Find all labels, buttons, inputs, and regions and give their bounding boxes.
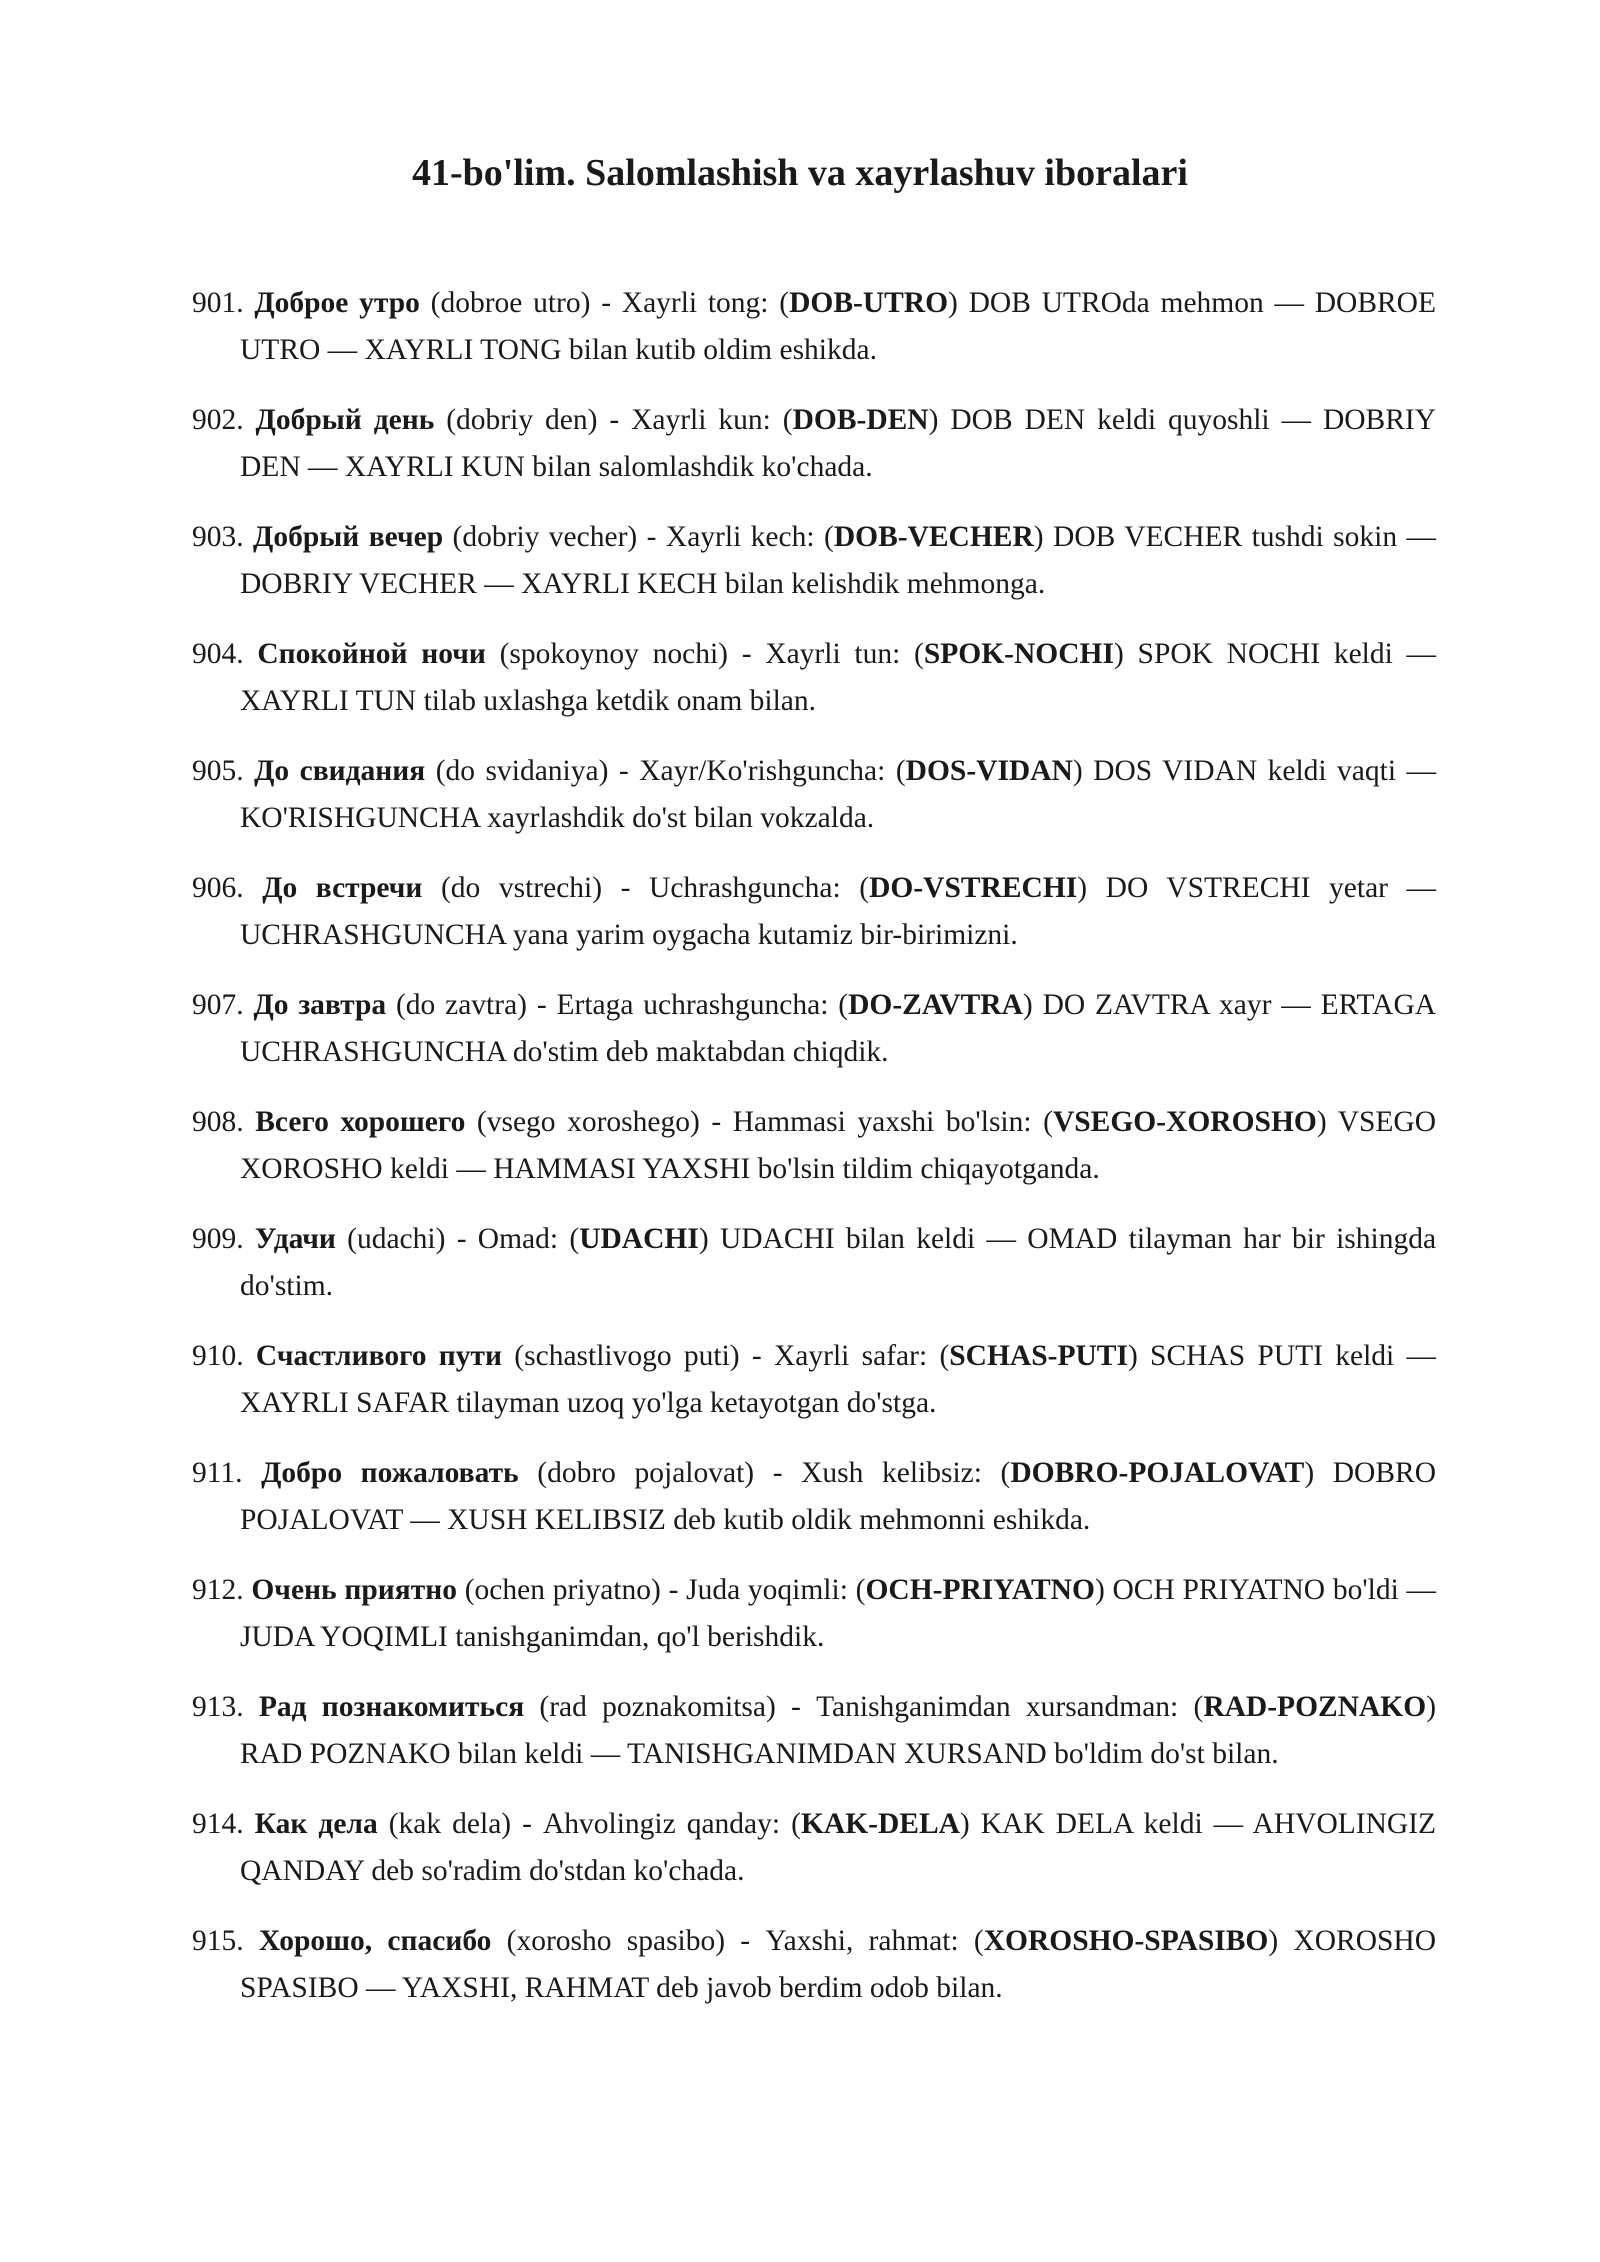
entry-sentence: VSEGO XOROSHO keldi — HAMMASI YAXSHI bo'lsin tildim chiqayotganda. [240, 1106, 1437, 1185]
phrase-entry: 902. Добрый день (dobriy den) - Xayrli kun: (DOB-DEN) DOB DEN keldi quyoshli — DOBRIY DEN — XAYRLI KUN bilan salomlashdik ko'chada. [192, 404, 1437, 483]
entry-number: 901. [192, 287, 244, 319]
phrase-entry: 904. Спокойной ночи (spokoynoy nochi) - Xayrli tun: (SPOK-NOCHI) SPOK NOCHI keldi — XAYRLI TUN tilab uxlashga ketdik onam bilan. [192, 638, 1437, 717]
phrase-entry: 909. Удачи (udachi) - Omad: (UDACHI) UDACHI bilan keldi — OMAD tilayman har bir ishingda do'stim. [192, 1223, 1437, 1302]
entry-sentence: DO VSTRECHI yetar — UCHRASHGUNCHA yana yarim oygacha kutamiz bir-birimizni. [240, 872, 1437, 951]
entry-number: 912. [192, 1574, 244, 1606]
entry-meaning: - Omad: [456, 1223, 559, 1255]
entry-number: 913. [192, 1691, 244, 1723]
entry-key: SCHAS-PUTI [949, 1340, 1128, 1372]
entry-transliteration: (kak dela) [388, 1808, 512, 1840]
entry-transliteration: (ochen priyatno) [464, 1574, 661, 1606]
entry-meaning: - Ahvolingiz qanday: [522, 1808, 781, 1840]
entry-phrase: Рад познакомиться [258, 1691, 525, 1723]
phrase-entry: 906. До встречи (do vstrechi) - Uchrashguncha: (DO-VSTRECHI) DO VSTRECHI yetar — UCHRASHGUNCHA yana yarim oygacha kutamiz bir-birimizni. [192, 872, 1437, 951]
entry-key: SPOK-NOCHI [923, 638, 1114, 670]
entry-key: DO-ZAVTRA [848, 989, 1023, 1021]
entry-number: 915. [192, 1925, 244, 1957]
entry-transliteration: (spokoynoy nochi) [499, 638, 728, 670]
entry-sentence: DO ZAVTRA xayr — ERTAGA UCHRASHGUNCHA do'stim deb maktabdan chiqdik. [240, 989, 1437, 1068]
entry-key: VSEGO-XOROSHO [1052, 1106, 1317, 1138]
entry-number: 908. [192, 1106, 244, 1138]
entry-phrase: До завтра [253, 989, 387, 1021]
entry-phrase: Очень приятно [251, 1574, 457, 1606]
entry-meaning: - Xayr/Ko'rishguncha: [618, 755, 886, 787]
entry-meaning: - Hammasi yaxshi bo'lsin: [711, 1106, 1032, 1138]
entry-sentence: DOB VECHER tushdi sokin — DOBRIY VECHER — XAYRLI KECH bilan kelishdik mehmonga. [240, 521, 1436, 600]
entry-key: XOROSHO-SPASIBO [983, 1925, 1269, 1957]
entry-transliteration: (do zavtra) [395, 989, 527, 1021]
entry-key: DOB-UTRO [789, 287, 949, 319]
entry-transliteration: (do svidaniya) [435, 755, 609, 787]
entry-phrase: Доброе утро [254, 287, 420, 319]
phrase-entry: 905. До свидания (do svidaniya) - Xayr/Ko'rishguncha: (DOS-VIDAN) DOS VIDAN keldi vaqti — KO'RISHGUNCHA xayrlashdik do'st bilan vokzalda. [192, 755, 1437, 834]
entry-meaning: - Tanishganimdan xursandman: [791, 1691, 1179, 1723]
entry-key: KAK-DELA [800, 1808, 960, 1840]
phrase-entry: 915. Хорошо, спасибо (xorosho spasibo) - Yaxshi, rahmat: (XOROSHO-SPASIBO) XOROSHO SPASIBO — YAXSHI, RAHMAT deb javob berdim odob bilan. [192, 1925, 1437, 2004]
phrase-list [192, 280, 1436, 2035]
entry-meaning: - Xayrli tun: [741, 638, 901, 670]
entry-sentence: SCHAS PUTI keldi — XAYRLI SAFAR tilayman uzoq yo'lga ketayotgan do'stga. [240, 1340, 1437, 1419]
entry-phrase: Спокойной ночи [257, 638, 486, 670]
entry-sentence: OCH PRIYATNO bo'ldi — JUDA YOQIMLI tanishganimdan, qo'l berishdik. [240, 1574, 1437, 1653]
entry-meaning: - Yaxshi, rahmat: [740, 1925, 959, 1957]
entry-key: UDACHI [579, 1223, 699, 1255]
entry-sentence: RAD POZNAKO bilan keldi — TANISHGANIMDAN XURSAND bo'ldim do'st bilan. [240, 1738, 1279, 1770]
entry-number: 909. [192, 1223, 244, 1255]
entry-number: 907. [192, 989, 244, 1021]
entry-key: DOBRO-POJALOVAT [1010, 1457, 1305, 1489]
entry-number: 911. [192, 1457, 243, 1489]
entry-sentence: KAK DELA keldi — AHVOLINGIZ QANDAY deb so'radim do'stdan ko'chada. [240, 1808, 1437, 1887]
entry-transliteration: (vsego xoroshego) [476, 1106, 700, 1138]
entry-transliteration: (do vstrechi) [440, 872, 603, 904]
phrase-entry: 911. Добро пожаловать (dobro pojalovat) - Xush kelibsiz: (DOBRO-POJALOVAT) DOBRO POJALOVAT — XUSH KELIBSIZ deb kutib oldik mehmonni eshikda. [192, 1457, 1436, 1536]
entry-key: DO-VSTRECHI [869, 872, 1078, 904]
entry-key: DOB-DEN [792, 404, 929, 436]
entry-phrase: Как дела [254, 1808, 378, 1840]
page-title: 41-bo'lim. Salomlashish va xayrlashuv iboralari [412, 152, 1188, 194]
entry-sentence: SPOK NOCHI keldi — XAYRLI TUN tilab uxlashga ketdik onam bilan. [240, 638, 1437, 717]
entry-phrase: Удачи [254, 1223, 336, 1255]
entry-number: 914. [192, 1808, 244, 1840]
phrase-entry: 908. Всего хорошего (vsego xoroshego) - Hammasi yaxshi bo'lsin: (VSEGO-XOROSHO) VSEGO XOROSHO keldi — HAMMASI YAXSHI bo'lsin tildim chiqayotganda. [192, 1106, 1437, 1185]
entry-phrase: Добрый вечер [253, 521, 444, 553]
entry-number: 906. [192, 872, 244, 904]
entry-phrase: До свидания [254, 755, 426, 787]
entry-number: 902. [192, 404, 244, 436]
entry-meaning: - Uchrashguncha: [620, 872, 841, 904]
entry-phrase: Хорошо, спасибо [258, 1925, 492, 1957]
entry-key: DOS-VIDAN [905, 755, 1073, 787]
entry-sentence: UDACHI bilan keldi — OMAD tilayman har bir ishingda do'stim. [240, 1223, 1437, 1302]
phrase-entry: 901. Доброе утро (dobroe utro) - Xayrli tong: (DOB-UTRO) DOB UTROda mehmon — DOBROE UTRO — XAYRLI TONG bilan kutib oldim eshikda. [192, 287, 1436, 366]
phrase-entry: 912. Очень приятно (ochen priyatno) - Juda yoqimli: (OCH-PRIYATNO) OCH PRIYATNO bo'ldi — JUDA YOQIMLI tanishganimdan, qo'l berishdik. [192, 1574, 1437, 1653]
entry-meaning: - Xayrli kun: [609, 404, 771, 436]
entry-number: 903. [192, 521, 244, 553]
entry-transliteration: (udachi) [347, 1223, 446, 1255]
entry-transliteration: (dobriy vecher) [452, 521, 638, 553]
entry-meaning: - Xayrli kech: [646, 521, 815, 553]
entry-key: OCH-PRIYATNO [865, 1574, 1095, 1606]
entry-transliteration: (dobro pojalovat) [537, 1457, 755, 1489]
entry-meaning: - Ertaga uchrashguncha: [536, 989, 829, 1021]
entry-number: 910. [192, 1340, 244, 1372]
entry-key: DOB-VECHER [833, 521, 1034, 553]
entry-phrase: До встречи [262, 872, 423, 904]
phrase-entry: 910. Счастливого пути (schastlivogo puti) - Xayrli safar: (SCHAS-PUTI) SCHAS PUTI keldi — XAYRLI SAFAR tilayman uzoq yo'lga ketayotgan do'stga. [192, 1340, 1437, 1419]
entry-transliteration: (schastlivogo puti) [514, 1340, 740, 1372]
entry-phrase: Всего хорошего [255, 1106, 466, 1138]
phrase-entry: 903. Добрый вечер (dobriy vecher) - Xayrli kech: (DOB-VECHER) DOB VECHER tushdi sokin — DOBRIY VECHER — XAYRLI KECH bilan kelishdik mehmonga. [192, 521, 1436, 600]
entry-meaning: - Xayrli safar: [751, 1340, 928, 1372]
entry-transliteration: (dobroe utro) [430, 287, 591, 319]
entry-transliteration: (dobriy den) [446, 404, 598, 436]
entry-meaning: - Xush kelibsiz: [772, 1457, 982, 1489]
entry-number: 905. [192, 755, 244, 787]
entry-phrase: Добро пожаловать [261, 1457, 519, 1489]
entry-number: 904. [192, 638, 244, 670]
entry-meaning: - Juda yoqimli: [668, 1574, 848, 1606]
entry-sentence: DOBRO POJALOVAT — XUSH KELIBSIZ deb kutib oldik mehmonni eshikda. [240, 1457, 1436, 1536]
entry-sentence: XOROSHO SPASIBO — YAXSHI, RAHMAT deb javob berdim odob bilan. [240, 1925, 1437, 2004]
entry-phrase: Счастливого пути [255, 1340, 503, 1372]
entry-phrase: Добрый день [255, 404, 435, 436]
phrase-entry: 914. Как дела (kak dela) - Ahvolingiz qanday: (KAK-DELA) KAK DELA keldi — AHVOLINGIZ QANDAY deb so'radim do'stdan ko'chada. [192, 1808, 1437, 1887]
entry-sentence: DOB UTROda mehmon — DOBROE UTRO — XAYRLI TONG bilan kutib oldim eshikda. [240, 287, 1436, 366]
entry-sentence: DOS VIDAN keldi vaqti — KO'RISHGUNCHA xayrlashdik do'st bilan vokzalda. [240, 755, 1437, 834]
entry-transliteration: (xorosho spasibo) [506, 1925, 726, 1957]
phrase-entry: 907. До завтра (do zavtra) - Ertaga uchrashguncha: (DO-ZAVTRA) DO ZAVTRA xayr — ERTAGA UCHRASHGUNCHA do'stim deb maktabdan chiqdik. [192, 989, 1437, 1068]
entry-sentence: DOB DEN keldi quyoshli — DOBRIY DEN — XAYRLI KUN bilan salomlashdik ko'chada. [240, 404, 1437, 483]
phrase-entry: 913. Рад познакомиться (rad poznakomitsa) - Tanishganimdan xursandman: (RAD-POZNAKO) RAD POZNAKO bilan keldi — TANISHGANIMDAN XURSAND bo'ldim do'st bilan. [192, 1691, 1437, 1770]
entry-key: RAD-POZNAKO [1203, 1691, 1427, 1723]
entry-meaning: - Xayrli tong: [601, 287, 769, 319]
entry-transliteration: (rad poznakomitsa) [539, 1691, 776, 1723]
